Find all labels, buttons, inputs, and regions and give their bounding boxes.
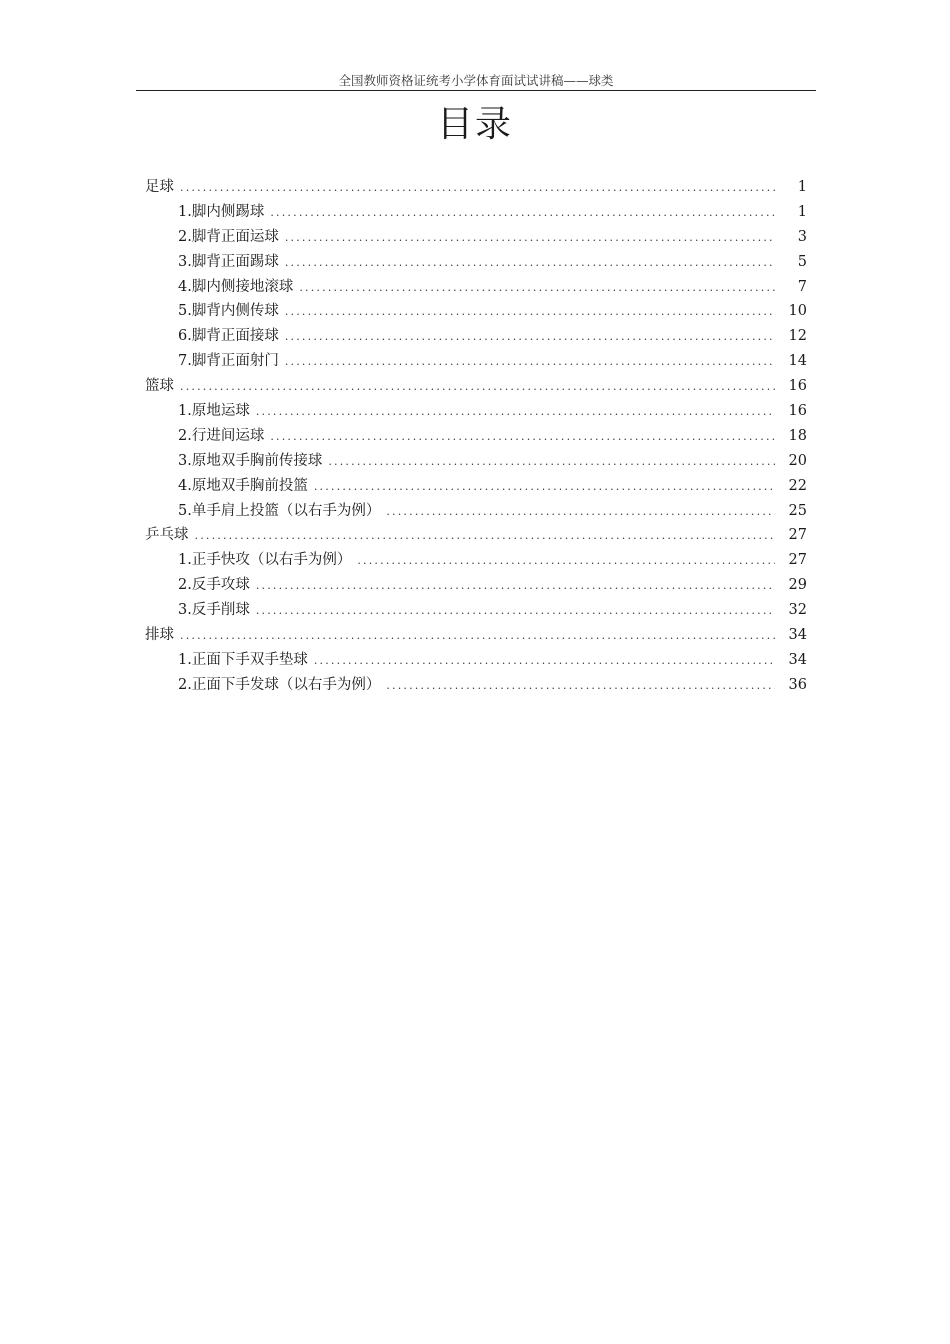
toc-page-number: 1 (797, 203, 807, 220)
toc-dot-leader (180, 176, 775, 201)
toc-dot-leader (256, 400, 775, 425)
toc-page-number: 5 (797, 253, 807, 270)
toc-subsection-entry[interactable] (145, 474, 807, 499)
toc-dot-leader (314, 649, 775, 674)
toc-section-entry[interactable] (145, 623, 807, 648)
table-of-contents (145, 175, 807, 698)
toc-subsection-entry[interactable] (145, 349, 807, 374)
toc-entry-label: 2.反手攻球 (178, 577, 250, 594)
toc-page-number: 16 (788, 378, 807, 395)
toc-dot-leader (285, 300, 775, 325)
toc-subsection-entry[interactable] (145, 548, 807, 573)
toc-page-number: 27 (788, 552, 807, 569)
toc-entry-label: 6.脚背正面接球 (178, 328, 279, 345)
toc-page-number: 3 (797, 228, 807, 245)
toc-dot-leader (195, 524, 776, 549)
toc-page-number: 10 (788, 303, 807, 320)
toc-page-number: 12 (788, 328, 807, 345)
toc-dot-leader (285, 251, 775, 276)
toc-dot-leader (386, 500, 775, 525)
toc-dot-leader (285, 350, 775, 375)
toc-subsection-entry[interactable] (145, 399, 807, 424)
toc-dot-leader (256, 599, 775, 624)
toc-page-number: 20 (788, 452, 807, 469)
toc-section-entry[interactable] (145, 523, 807, 548)
toc-page-number: 29 (788, 577, 807, 594)
toc-subsection-entry[interactable] (145, 424, 807, 449)
toc-subsection-entry[interactable] (145, 299, 807, 324)
toc-entry-label: 1.正面下手双手垫球 (178, 651, 308, 668)
toc-dot-leader (180, 624, 775, 649)
toc-entry-label: 乒乓球 (145, 527, 189, 544)
toc-page-number: 14 (788, 353, 807, 370)
toc-entry-label: 7.脚背正面射门 (178, 353, 279, 370)
toc-page-number: 1 (797, 179, 807, 195)
toc-page-number: 7 (797, 278, 807, 295)
toc-entry-label: 3.脚背正面踢球 (178, 253, 279, 270)
toc-subsection-entry[interactable] (145, 250, 807, 275)
toc-entry-label: 2.脚背正面运球 (178, 228, 279, 245)
toc-entry-label: 足球 (145, 179, 174, 195)
toc-dot-leader (285, 226, 775, 251)
toc-entry-label: 5.单手肩上投篮（以右手为例） (178, 502, 381, 519)
toc-entry-label: 1.原地运球 (178, 403, 250, 420)
toc-subsection-entry[interactable] (145, 200, 807, 225)
toc-entry-label: 1.脚内侧踢球 (178, 203, 265, 220)
running-header: 全国教师资格证统考小学体育面试试讲稿——球类 (136, 72, 816, 91)
toc-subsection-entry[interactable] (145, 673, 807, 698)
toc-entry-label: 5.脚背内侧传球 (178, 303, 279, 320)
toc-title: 目录 (436, 104, 513, 145)
toc-entry-label: 4.原地双手胸前投篮 (178, 477, 308, 494)
toc-subsection-entry[interactable] (145, 449, 807, 474)
toc-page-number: 27 (788, 527, 807, 544)
toc-subsection-entry[interactable] (145, 598, 807, 623)
toc-dot-leader (299, 276, 775, 301)
toc-page-number: 34 (788, 627, 807, 644)
toc-page-number: 16 (788, 403, 807, 420)
toc-dot-leader (357, 549, 775, 574)
toc-entry-label: 2.正面下手发球（以右手为例） (178, 676, 381, 693)
toc-entry-label: 1.正手快攻（以右手为例） (178, 552, 352, 569)
toc-dot-leader (285, 325, 775, 350)
toc-entry-label: 3.反手削球 (178, 602, 250, 619)
toc-section-entry[interactable] (145, 374, 807, 399)
toc-section-entry[interactable] (145, 175, 807, 200)
toc-dot-leader (386, 674, 775, 699)
toc-page-number: 32 (788, 602, 807, 619)
toc-subsection-entry[interactable] (145, 225, 807, 250)
toc-subsection-entry[interactable] (145, 573, 807, 598)
toc-page-number: 18 (788, 427, 807, 444)
toc-entry-label: 篮球 (145, 378, 174, 395)
toc-subsection-entry[interactable] (145, 648, 807, 673)
toc-subsection-entry[interactable] (145, 324, 807, 349)
toc-dot-leader (256, 574, 775, 599)
toc-dot-leader (180, 375, 775, 400)
toc-dot-leader (328, 450, 775, 475)
toc-page-number: 34 (788, 651, 807, 668)
toc-entry-label: 排球 (145, 627, 174, 644)
toc-subsection-entry[interactable] (145, 275, 807, 300)
toc-entry-label: 3.原地双手胸前传接球 (178, 452, 323, 469)
toc-entry-label: 2.行进间运球 (178, 427, 265, 444)
toc-dot-leader (270, 201, 775, 226)
toc-subsection-entry[interactable] (145, 499, 807, 524)
toc-page-number: 36 (788, 676, 807, 693)
toc-dot-leader (314, 475, 775, 500)
toc-page-number: 25 (788, 502, 807, 519)
toc-page-number: 22 (788, 477, 807, 494)
toc-entry-label: 4.脚内侧接地滚球 (178, 278, 294, 295)
toc-dot-leader (270, 425, 775, 450)
